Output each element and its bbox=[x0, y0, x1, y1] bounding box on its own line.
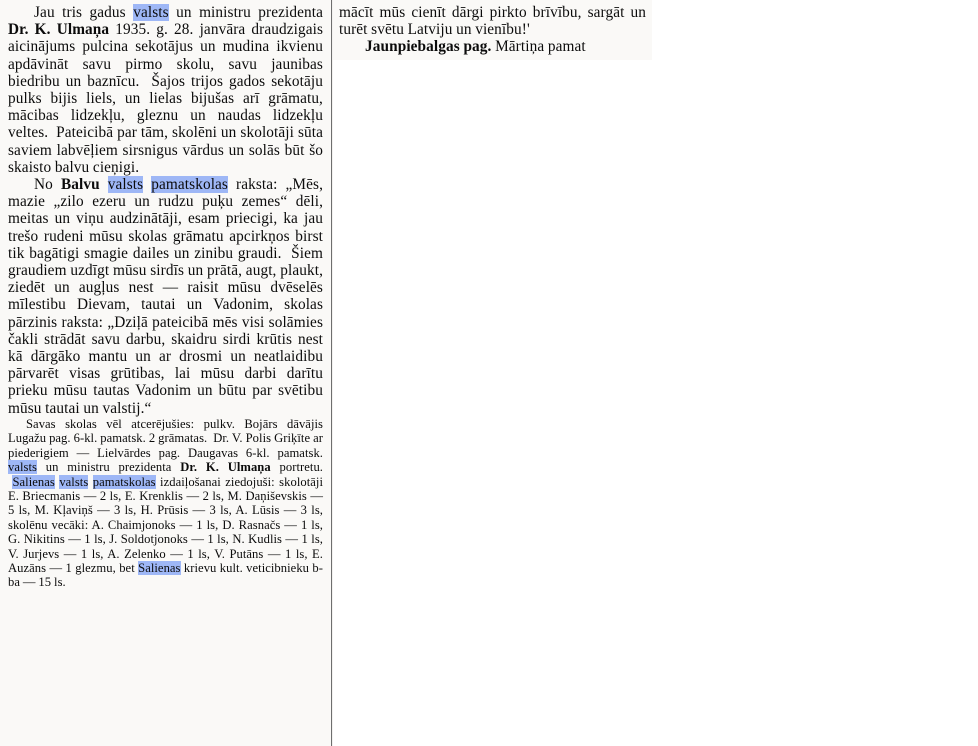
highlighted-term-valsts: valsts bbox=[59, 474, 89, 489]
newspaper-column-right bbox=[333, 0, 652, 60]
text-run: krievu kult. veticibnieku b-ba — 15 ls. bbox=[8, 560, 323, 590]
highlighted-term-valsts: valsts bbox=[133, 4, 169, 21]
text-run: raksta: „Mēs, mazie „zilo ezeru un rudzu puķu zemes“ dēli, meitas un viņu audzinātāji, esam priecigi, ka jau trešo rudeni mūsu skolas grāmatu apcirkņos birst tik bagātigi smagie dailes un zinibu graudi. Šiem graudiem uzdīgt mūsu sirdīs un prātā, augt, plaukt, ziedēt un augļus nest — raisit mūsu dvēselēs mīlestibu Dievam, tautai un Vadonim, skolas pārzinis raksta: „Dziļā pateicibā mēs visi solāmies čakli strādāt savu darbu, skaidru sirdi krūtis nest kā dārgāko mantu un ar drosmi un neatlaidibu pārvarēt visas grūtibas, lai mūsu darbi darītu prieku mūsu tautas Vadonim un būtu par svētibu mūsu tautai un valstij.“ bbox=[8, 176, 324, 417]
paragraph-2 bbox=[8, 176, 323, 417]
blank-right-margin bbox=[652, 0, 978, 746]
highlighted-term-pamatskolas: pamatskolas bbox=[151, 176, 228, 194]
text-run bbox=[100, 176, 108, 193]
text-run: Savas skolas vēl atcerējušies: pulkv. Bojārs dāvājis Lugažu pag. 6-kl. pamatsk. 2 grāmatas. Dr. V. Polis Griķīte ar piederigiem — Lielvārdes pag. Daugavas 6-kl. pamatsk. bbox=[8, 416, 323, 460]
text-run-bold: Dr. K. Ulmaņa bbox=[8, 21, 110, 39]
paragraph-3 bbox=[8, 417, 323, 590]
blank-lower-right-area bbox=[333, 60, 652, 746]
text-run: Mārtiņa pamat bbox=[491, 38, 586, 56]
highlighted-term-salienas: Salienas bbox=[12, 474, 55, 489]
text-run: portretu. bbox=[8, 460, 323, 489]
paragraph-1 bbox=[8, 4, 323, 176]
highlighted-term-pamatskolas: pamatskolas bbox=[92, 474, 156, 489]
text-run-bold: Dr. K. Ulmaņa bbox=[180, 460, 271, 475]
highlighted-term-valsts: valsts bbox=[8, 460, 37, 475]
text-run: mācīt mūs cienīt dārgi pirkto brīvību, sargāt un turēt svētu Latviju un vienību!' bbox=[339, 4, 646, 39]
highlighted-term-valsts: valsts bbox=[107, 176, 144, 194]
paragraph-right-1 bbox=[339, 4, 646, 38]
newspaper-column-left bbox=[0, 0, 332, 746]
text-run: izdaiļošanai ziedojuši: skolotāji E. Briecmanis — 2 ls, E. Krenklis — 2 ls, M. Daņiševskis — 5 ls, M. Kļaviņš — 3 ls, H. Prūsis — 3 ls, A. Lūsis — 3 ls, skolēnu vecāki: A. Chaimjonoks — 1 ls, D. Rasnačs — 1 ls, G. Nikitins — 1 ls, J. Soldotjonoks — 1 ls, N. Kudlis — 1 ls, V. Jurjevs — 1 ls, A. Zelenko — 1 ls, V. Putāns — 1 ls, E. Auzāns — 1 glezmu, bet bbox=[8, 474, 324, 575]
text-run-bold: Balvu bbox=[60, 176, 100, 194]
text-run: No bbox=[34, 176, 61, 194]
text-run: un ministru prezidenta bbox=[168, 4, 324, 21]
text-run: 1935. g. 28. janvāra draudzigais aicinājums pulcina sekotājus un mudina ikvienu apdāvināt savu pirmo skolu, savu jaunibas biedribu un baznīcu. Šajos trijos gados sekotāju pulks bijis liels, un lielas bijušas arī grāmatu, mācibas lidzekļu, gleznu un naudas lidzekļu veltes. Pateicibā par tām, skolēni un skolotāji sūta saviem labvēļiem sirsnigus vārdus un solās būt šo skaisto balvu cieņigi. bbox=[8, 21, 324, 176]
text-run-bold: Jaunpiebalgas pag. bbox=[365, 38, 492, 56]
text-run: Jau tris gadus bbox=[34, 4, 134, 21]
text-run: un ministru prezidenta bbox=[37, 460, 181, 475]
paragraph-right-2 bbox=[339, 38, 646, 55]
highlighted-term-salienas: Salienas bbox=[138, 560, 181, 575]
